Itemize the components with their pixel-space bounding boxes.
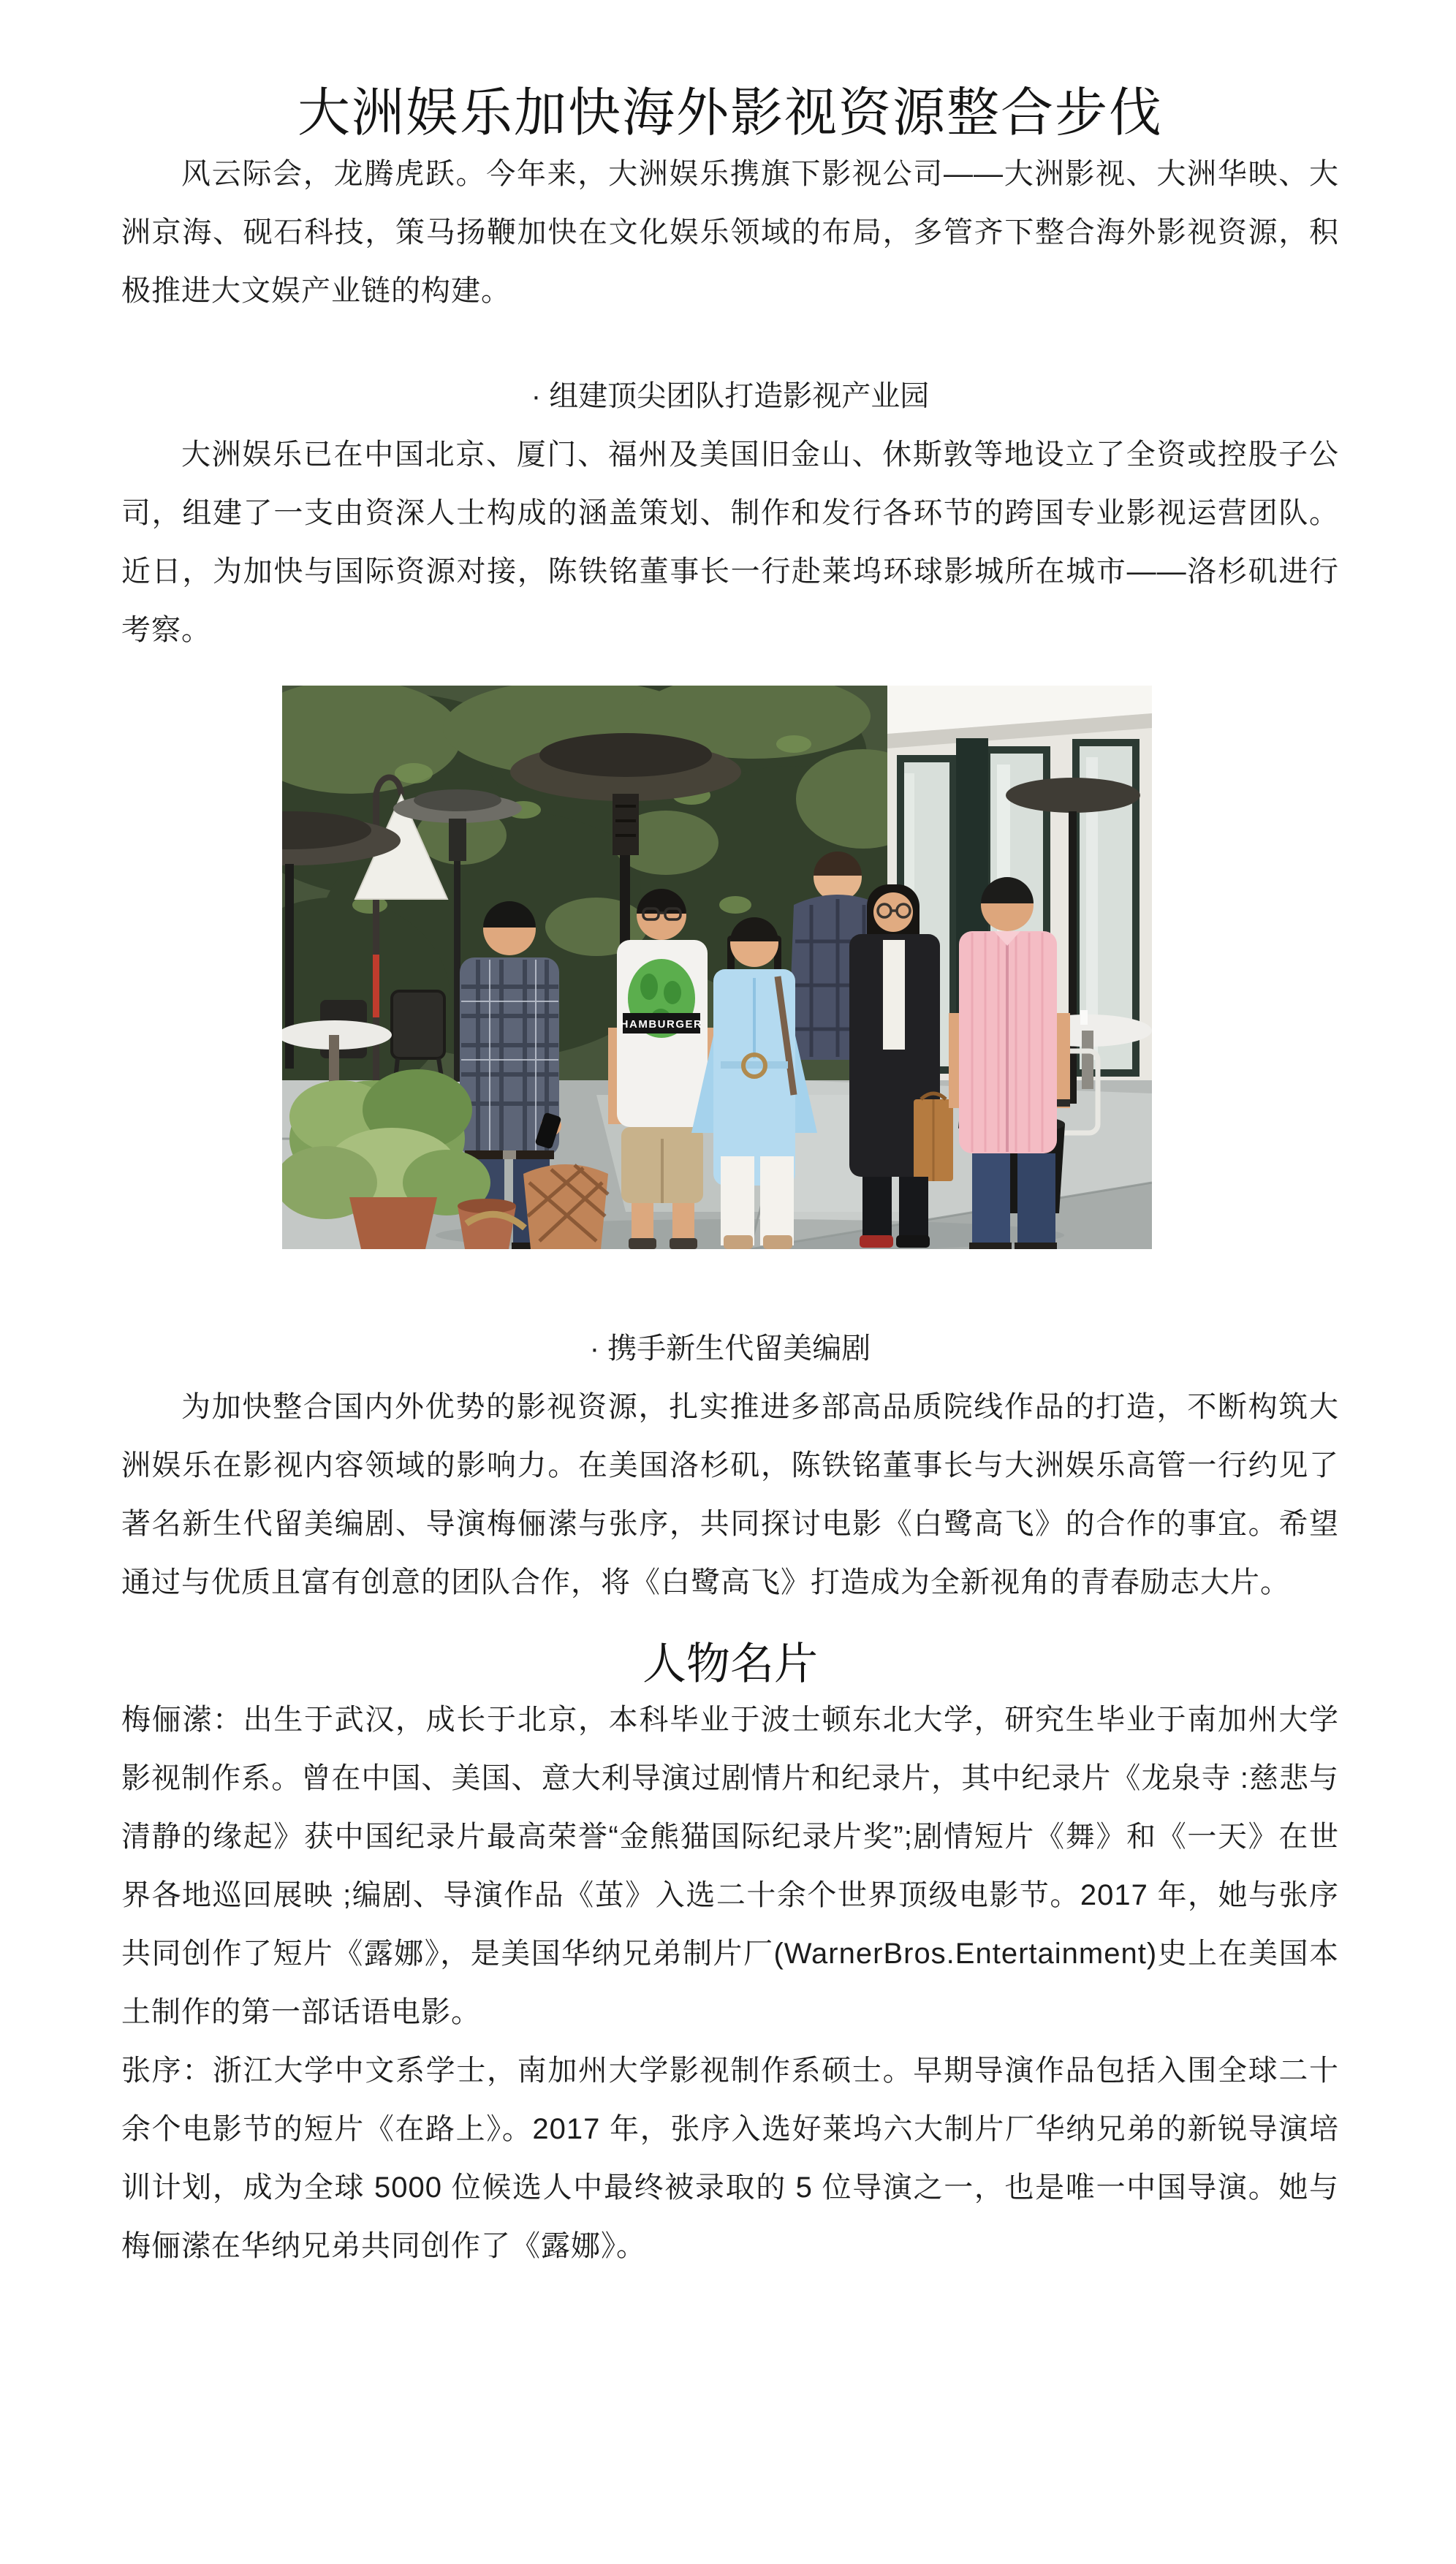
article-title: 大洲娱乐加快海外影视资源整合步伐	[297, 84, 1163, 143]
section-body-team: 大洲娱乐已在中国北京、厦门、福州及美国旧金山、休斯敦等地设立了全资或控股子公司，组建了一支由资深人士构成的涵盖策划、制作和发行各环节的跨国专业影视运营团队。近日，为加快与国际资源对接，陈铁铭董事长一行赴莱坞环球影城所在城市——洛杉矶进行考察。	[121, 439, 1339, 647]
profiles-title: 人物名片	[642, 1639, 818, 1689]
profile-zhang: 张序：浙江大学中文系学士，南加州大学影视制作系硕士。早期导演作品包括入围全球二十余个电影节的短片《在路上》。2017 年，张序入选好莱坞六大制片厂华纳兄弟的新锐导演培训计划，成为全球 5000 位候选人中最终被录取的 5 位导演之一，也是唯一中国导演。她与梅俪潆在华纳兄弟共同创作了《露娜》。	[121, 2055, 1339, 2263]
section-heading-team: · 组建顶尖团队打造影视产业园	[531, 380, 930, 413]
group-photo	[282, 686, 1152, 1249]
profile-mei: 梅俪潆：出生于武汉，成长于北京，本科毕业于波士顿东北大学，研究生毕业于南加州大学影视制作系。曾在中国、美国、意大利导演过剧情片和纪录片，其中纪录片《龙泉寺 :慈悲与清静的缘起》获中国纪录片最高荣誉“金熊猫国际纪录片奖”;剧情短片《舞》和《一天》在世界各地巡回展映 ;编剧、导演作品《茧》入选二十余个世界顶级电影节。2017 年，她与张序共同创作了短片《露娜》，是美国华纳兄弟制片厂(WarnerBros.Entertainment)史上在美国本土制作的第一部话语电影。	[121, 1704, 1339, 2029]
section-heading-writers: · 携手新生代留美编剧	[589, 1332, 871, 1365]
person-hamburger-shirt	[608, 889, 716, 1249]
shirt-text: HAMBURGER	[620, 1018, 703, 1031]
section-body-writers: 为加快整合国内外优势的影视资源，扎实推进多部高品质院线作品的打造，不断构筑大洲娱乐在影视内容领域的影响力。在美国洛杉矶，陈铁铭董事长与大洲娱乐高管一行约见了著名新生代留美编剧、导演梅俪潆与张序，共同探讨电影《白鹭高飞》的合作的事宜。希望通过与优质且富有创意的团队合作，将《白鹭高飞》打造成为全新视角的青春励志大片。	[121, 1391, 1339, 1599]
intro-paragraph: 风云际会，龙腾虎跃。今年来，大洲娱乐携旗下影视公司——大洲影视、大洲华映、大洲京海、砚石科技，策马扬鞭加快在文化娱乐领域的布局，多管齐下整合海外影视资源，积极推进大文娱产业链的构建。	[121, 158, 1339, 308]
group-photo-image	[282, 686, 1152, 1249]
